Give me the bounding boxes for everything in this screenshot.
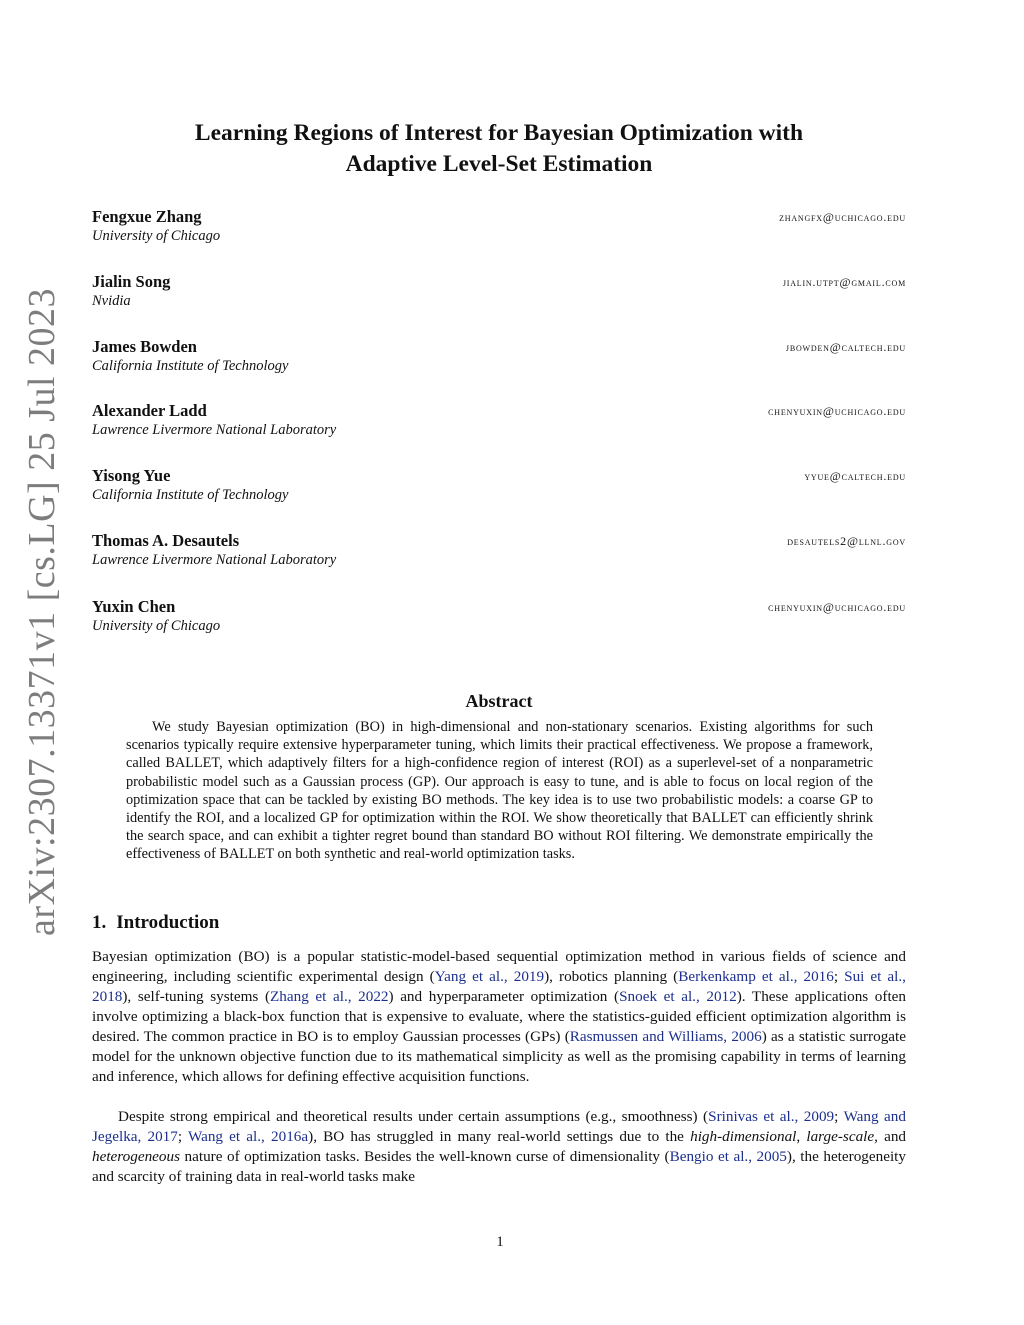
author-affiliation: California Institute of Technology — [92, 487, 289, 503]
title-line-2: Adaptive Level-Set Estimation — [345, 151, 653, 177]
author-email[interactable]: desautels2@llnl.gov — [787, 534, 906, 548]
author-email[interactable]: yyue@caltech.edu — [804, 469, 906, 483]
author-affiliation: Nvidia — [92, 293, 131, 309]
citation-link[interactable]: Srinivas et al., 2009 — [708, 1108, 835, 1125]
author-name: Jialin Song — [92, 272, 171, 291]
abstract-text: We study Bayesian optimization (BO) in high-dimensional and non-stationary scenarios. Existing algorithms for such scenarios typically require extensive hyperparameter tuning, which limits their practical effectiveness. We propose a framework, called BALLET, which adaptively filters for a high-confidence region of interest (ROI) as a superlevel-set of a nonparametric probabilistic model such as a Gaussian process (GP). Our approach is easy to tune, and is able to focus on local region of the optimization space that can be tackled by existing BO methods. The key idea is to use two probabilistic models: a coarse GP to identify the ROI, and a localized GP for optimization within the ROI. We show theoretically that BALLET can efficiently shrink the search space, and can exhibit a tighter regret bound than standard BO without ROI filtering. We demonstrate empirically the effectiveness of BALLET on both synthetic and real-world optimization tasks. — [126, 719, 873, 863]
emphasis-text: high-dimensional — [690, 1128, 797, 1145]
arxiv-stamp: arXiv:2307.13371v1 [cs.LG] 25 Jul 2023 — [21, 287, 63, 936]
author-affiliation: University of Chicago — [92, 228, 221, 244]
text-run: ; — [177, 1128, 188, 1145]
author-email[interactable]: chenyuxin@uchicago.edu — [768, 404, 906, 418]
text-run: ; — [834, 1108, 844, 1125]
citation-link[interactable]: Sui et al., 2018 — [92, 968, 906, 1005]
author-block — [92, 531, 906, 573]
text-run: ), self-tuning systems ( — [122, 988, 271, 1005]
page-number: 1 — [496, 1234, 504, 1250]
text-run: ), BO has struggled in many real-world settings due to the — [308, 1128, 691, 1145]
citation-link[interactable]: Snoek et al., 2012 — [619, 988, 737, 1005]
text-run: ; — [833, 968, 845, 985]
text-run: ) and hyperparameter optimization ( — [388, 988, 620, 1005]
author-affiliation: Lawrence Livermore National Laboratory — [92, 422, 337, 438]
paper-title — [92, 118, 906, 180]
abstract-heading: Abstract — [465, 691, 533, 711]
text-run: nature of optimization tasks. Besides the well-known curse of dimensionality ( — [180, 1148, 670, 1165]
author-name: Yuxin Chen — [92, 597, 176, 616]
author-name: Yisong Yue — [92, 466, 171, 485]
text-run: , — [796, 1128, 807, 1145]
citation-link[interactable]: Wang et al., 2016a — [187, 1128, 309, 1145]
text-run: ). These applications often involve optimizing a black-box function that is expensive to evaluate, where the statistics-guided efficient optimization algorithm is desired. The common practice in BO is to employ Gaussian processes (GPs) ( — [92, 988, 907, 1045]
author-email[interactable]: jbowden@caltech.edu — [785, 340, 906, 354]
author-name: Alexander Ladd — [92, 401, 207, 420]
emphasis-text: heterogeneous — [92, 1148, 181, 1165]
intro-paragraph-1 — [92, 947, 906, 1087]
author-email[interactable]: zhangfx@uchicago.edu — [779, 210, 906, 224]
citation-link[interactable]: Zhang et al., 2022 — [270, 988, 389, 1005]
text-run: Despite strong empirical and theoretical results under certain assumptions (e.g., smoothness) ( — [118, 1108, 709, 1125]
text-run: Bayesian optimization (BO) is a popular statistic-model-based sequential optimization method in various fields of science and engineering, including scientific experimental design ( — [92, 948, 906, 985]
author-email[interactable]: chenyuxin@uchicago.edu — [768, 600, 906, 614]
author-affiliation: California Institute of Technology — [92, 358, 289, 374]
emphasis-text: large-scale — [806, 1128, 875, 1145]
citation-link[interactable]: Bengio et al., 2005 — [669, 1148, 787, 1165]
text-run: ), robotics planning ( — [544, 968, 679, 985]
author-name: James Bowden — [92, 337, 197, 356]
author-name: Fengxue Zhang — [92, 207, 202, 226]
citation-link[interactable]: Yang et al., 2019 — [434, 968, 545, 985]
section-heading — [92, 911, 219, 935]
author-affiliation: University of Chicago — [92, 618, 221, 634]
section-number: 1. — [92, 912, 107, 933]
citation-link[interactable]: Berkenkamp et al., 2016 — [678, 968, 834, 985]
citation-link[interactable]: Rasmussen and Williams, 2006 — [569, 1028, 762, 1045]
author-block — [92, 597, 906, 639]
author-email[interactable]: jialin.utpt@gmail.com — [782, 275, 906, 289]
title-line-1: Learning Regions of Interest for Bayesian Optimization with — [194, 120, 804, 146]
section-title: Introduction — [116, 912, 220, 933]
citation-link[interactable]: Wang and Jegelka, 2017 — [92, 1108, 906, 1145]
author-name: Thomas A. Desautels — [92, 531, 240, 550]
author-block — [92, 272, 906, 314]
author-block — [92, 466, 906, 508]
author-block — [92, 337, 906, 379]
author-affiliation: Lawrence Livermore National Laboratory — [92, 552, 337, 568]
author-block — [92, 207, 906, 249]
author-block — [92, 401, 906, 443]
text-run: ), the heterogeneity and scarcity of training data in real-world tasks make — [92, 1148, 906, 1185]
text-run: , and — [874, 1128, 907, 1145]
intro-paragraph-2 — [92, 1107, 906, 1187]
text-run: ) as a statistic surrogate model for the unknown objective function due to its mathematical simplicity as well as the promising capability in terms of learning and inference, which allows for defining effective acquisition functions. — [92, 1028, 906, 1085]
